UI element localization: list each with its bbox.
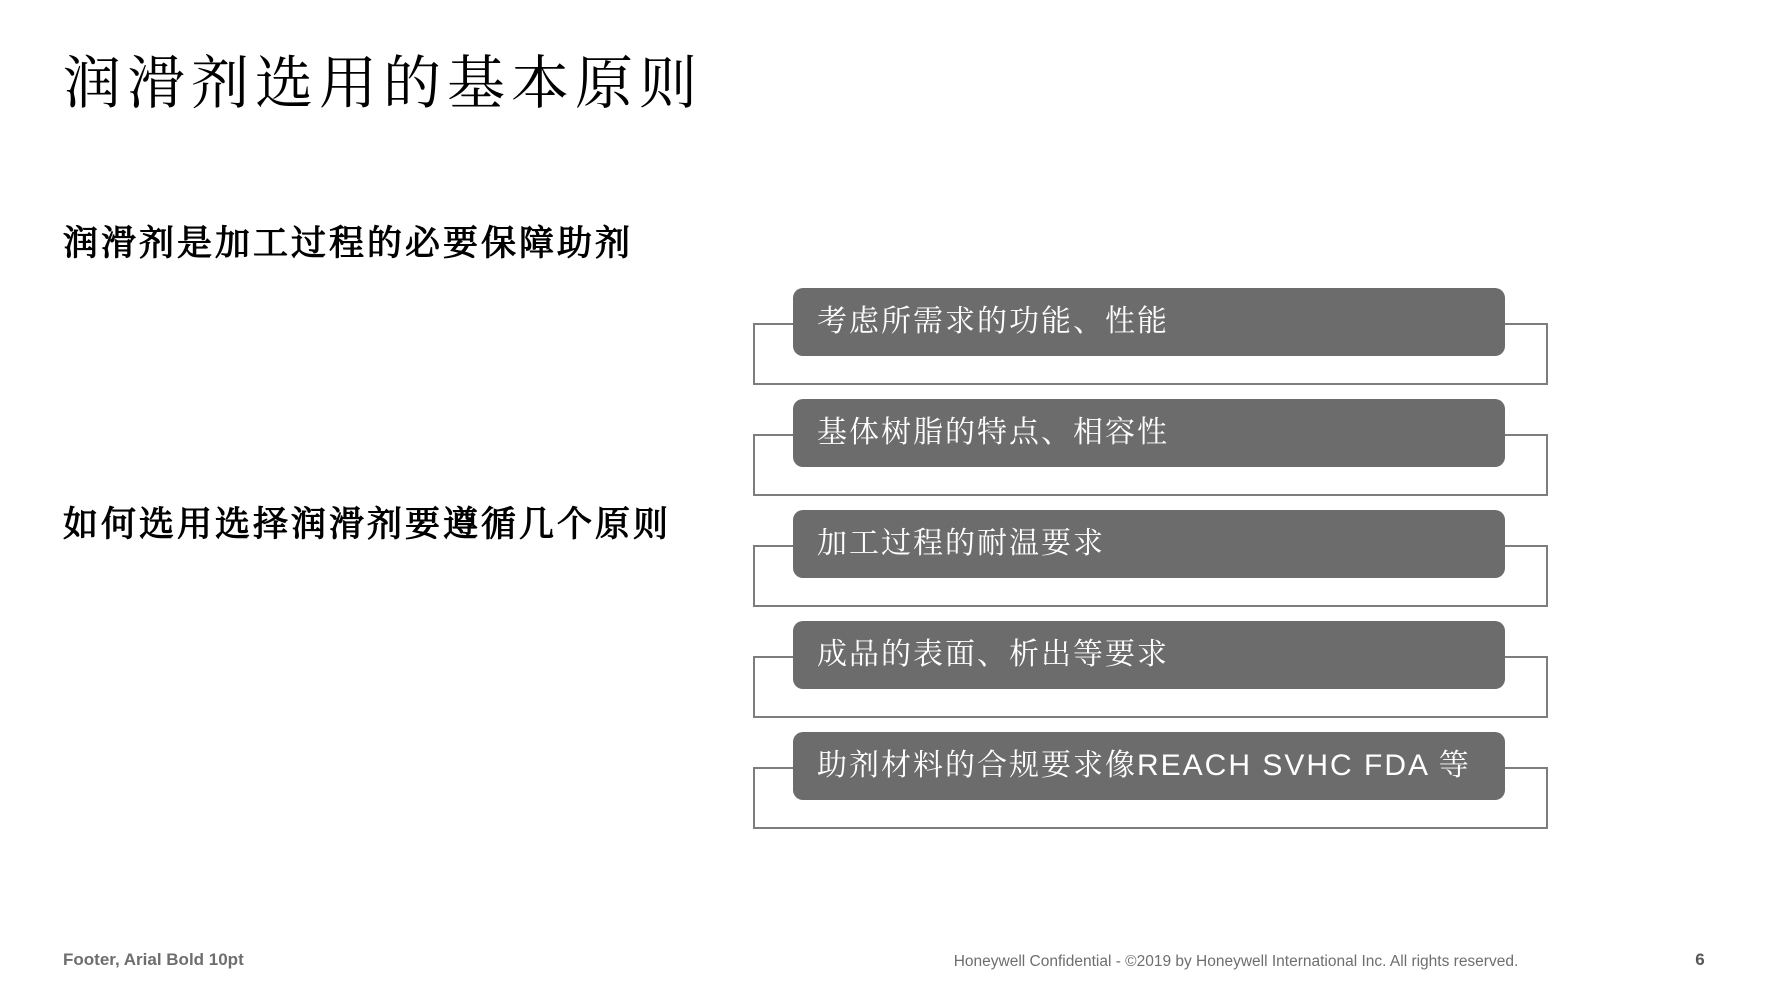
page-number: 6 — [1695, 950, 1705, 969]
slide-title: 润滑剂选用的基本原则 — [63, 51, 704, 116]
footer-placeholder-text: Footer, Arial Bold 10pt — [63, 950, 244, 969]
principle-row — [753, 399, 1553, 496]
principle-row — [753, 732, 1553, 829]
principle-box-surface-migration: 成品的表面、析出等要求 — [793, 621, 1505, 689]
statement-lubricant-necessity: 润滑剂是加工过程的必要保障助剂 — [63, 224, 634, 263]
principle-box-function-performance: 考虑所需求的功能、性能 — [793, 288, 1505, 356]
principle-row — [753, 621, 1553, 718]
principle-box-temperature-requirement: 加工过程的耐温要求 — [793, 510, 1505, 578]
principle-row — [753, 288, 1553, 385]
footer-confidentiality-notice: Honeywell Confidential - ©2019 by Honeywell International Inc. All rights reserved. — [953, 953, 1519, 970]
principle-box-resin-compatibility: 基体树脂的特点、相容性 — [793, 399, 1505, 467]
principle-box-compliance-requirement: 助剂材料的合规要求像REACH SVHC FDA 等 — [793, 732, 1505, 800]
statement-selection-principles: 如何选用选择润滑剂要遵循几个原则 — [63, 505, 672, 544]
principle-row — [753, 510, 1553, 607]
